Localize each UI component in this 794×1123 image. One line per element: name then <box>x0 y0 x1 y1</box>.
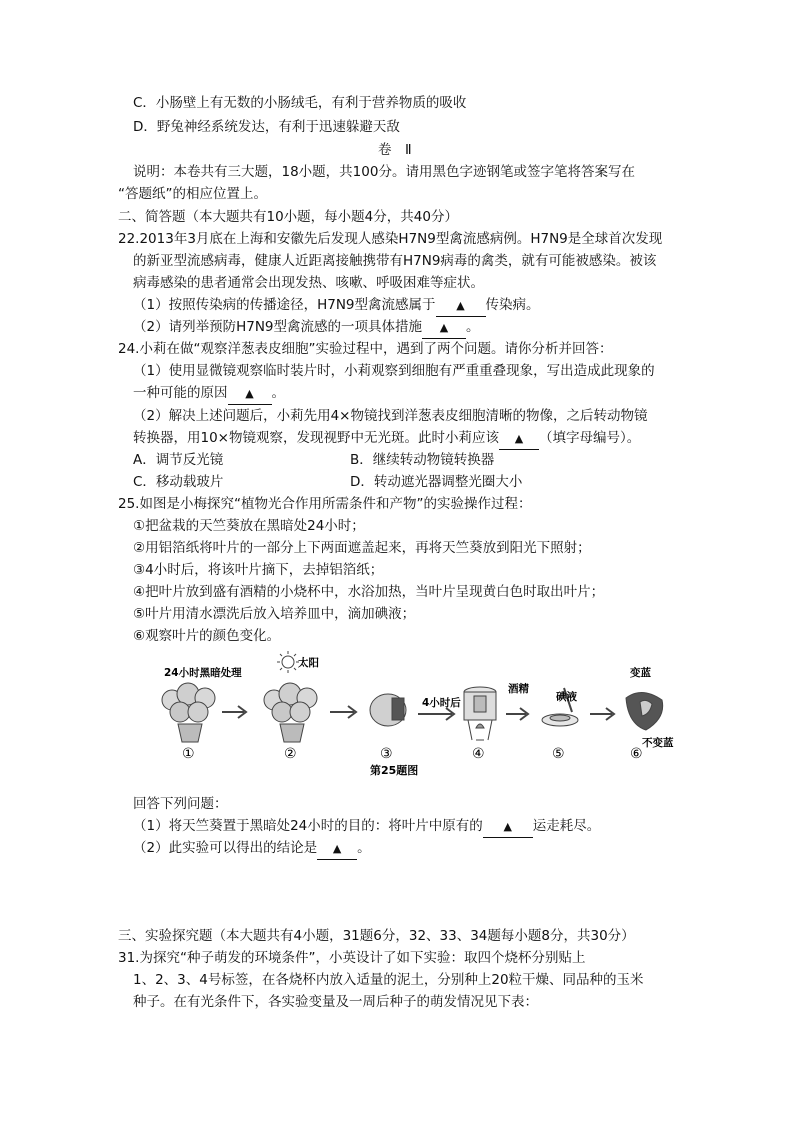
plant-1-illustration <box>162 683 215 742</box>
q22-sub-2 <box>133 317 480 339</box>
q25-step-2: ②用铝箔纸将叶片的一部分上下两面遮盖起来，再将天竺葵放到阳光下照射； <box>133 540 591 556</box>
step-number-2: ② <box>284 746 297 762</box>
triangle-icon: ▲ <box>456 299 465 312</box>
water-bath-illustration <box>464 687 496 740</box>
step-number-4: ④ <box>472 746 485 762</box>
q24-line-3-text: 一种可能的原因 <box>133 385 228 401</box>
section-title: 卷 Ⅱ <box>378 142 412 158</box>
hours-label: 4小时后 <box>422 697 461 709</box>
instructions-line-2: “答题纸”的相应位置上。 <box>118 186 267 202</box>
answer-blank <box>499 428 539 450</box>
iodine-label: 碘液 <box>556 691 577 703</box>
q24-line-1: 24.小莉在做“观察洋葱表皮细胞”实验过程中，遇到了两个问题。请你分析并回答： <box>118 341 613 357</box>
leaf-illustration <box>370 694 406 726</box>
q31-line-3: 种子。在有光条件下，各实验变量及一周后种子的萌发情况见下表： <box>133 994 538 1010</box>
q22-line-3: 病毒感染的患者通常会出现发热、咳嗽、呼吸困难等症状。 <box>133 275 484 291</box>
sun-icon <box>277 651 299 673</box>
q25-answer-1 <box>133 816 600 838</box>
alcohol-label: 酒精 <box>508 683 529 695</box>
q25-answer-2-end: 。 <box>357 840 371 856</box>
step-number-6: ⑥ <box>630 746 643 762</box>
arrow-icon <box>590 708 614 720</box>
blue-label: 变蓝 <box>630 667 651 679</box>
q24-option-d: D．转动遮光器调整光圈大小 <box>350 474 523 490</box>
q25-answer-2-text: （2）此实验可以得出的结论是 <box>133 840 318 856</box>
q22-sub-1-end: 传染病。 <box>485 297 540 313</box>
dark-treatment-label: 24小时黑暗处理 <box>164 667 242 679</box>
q25-step-6: ⑥观察叶片的颜色变化。 <box>133 628 281 644</box>
answer-blank <box>317 838 357 860</box>
q25-line-1: 25.如图是小梅探究“植物光合作用所需条件和产物”的实验操作过程： <box>118 496 532 512</box>
q31-line-1: 31.为探究“种子萌发的环境条件”，小英设计了如下实验：取四个烧杯分别贴上 <box>118 950 586 966</box>
q24-line-4: （2）解决上述问题后，小莉先用4×物镜找到洋葱表皮细胞清晰的物像，之后转动物镜 <box>133 408 648 424</box>
q24-line-5-end: （填字母编号）。 <box>539 430 641 446</box>
answer-blank <box>483 816 533 838</box>
q25-step-4: ④把叶片放到盛有酒精的小烧杯中，水浴加热，当叶片呈现黄白色时取出叶片； <box>133 584 605 600</box>
figure-caption: 第25题图 <box>370 764 419 777</box>
q25-step-1: ①把盆栽的天竺葵放在黑暗处24小时； <box>133 518 365 534</box>
answer-blank <box>422 317 466 339</box>
option-d: D．野兔神经系统发达，有利于迅速躲避天敌 <box>133 119 400 135</box>
q24-line-3-end: 。 <box>271 385 285 401</box>
q22-line-2: 的新亚型流感病毒，健康人近距离接触携带有H7N9病毒的禽类，就有可能被感染。被该 <box>133 253 657 269</box>
arrow-icon <box>506 708 528 720</box>
triangle-icon: ▲ <box>439 321 449 334</box>
q24-line-5-text: 转换器，用10×物镜观察，发现视野中无光斑。此时小莉应该 <box>133 430 499 446</box>
q25-answer-1-text: （1）将天竺葵置于黑暗处24小时的目的：将叶片中原有的 <box>133 818 483 834</box>
q25-answer-2 <box>133 838 371 860</box>
triangle-icon: ▲ <box>503 820 513 833</box>
not-blue-label: 不变蓝 <box>642 737 674 749</box>
q25-answer-intro: 回答下列问题： <box>133 796 228 812</box>
q31-line-2: 1、2、3、4号标签，在各烧杯内放入适量的泥土，分别种上20粒干燥、同品种的玉米 <box>133 972 644 988</box>
q24-option-c: C．移动载玻片 <box>133 474 224 490</box>
instructions-line-1: 说明：本卷共有三大题，18小题，共100分。请用黑色字迹钢笔或签字笔将答案写在 <box>133 164 635 180</box>
result-leaf-illustration <box>626 692 663 730</box>
q22-sub-2-text: （2）请列举预防H7N9型禽流感的一项具体措施 <box>133 319 423 335</box>
sun-label: 太阳 <box>298 657 319 669</box>
plant-2-illustration <box>264 683 317 742</box>
triangle-icon: ▲ <box>514 432 524 445</box>
arrow-icon <box>222 706 246 718</box>
q25-step-5: ⑤叶片用清水漂洗后放入培养皿中，滴加碘液； <box>133 606 416 622</box>
q25-answer-1-end: 运走耗尽。 <box>532 818 601 834</box>
q22-sub-1-text: （1）按照传染病的传播途径，H7N9型禽流感属于 <box>133 297 436 313</box>
experiment-figure <box>150 648 674 778</box>
triangle-icon: ▲ <box>332 842 342 855</box>
arrow-icon <box>330 706 356 718</box>
step-number-1: ① <box>182 746 195 762</box>
answer-blank <box>436 295 486 317</box>
q22-sub-2-end: 。 <box>466 319 480 335</box>
q24-option-a: A．调节反光镜 <box>133 452 224 468</box>
part3-title: 三、实验探究题（本大题共有4小题，31题6分，32、33、34题每小题8分，共30分） <box>118 928 635 944</box>
q24-option-b: B．继续转动物镜转换器 <box>350 452 495 468</box>
q22-sub-1 <box>133 295 540 317</box>
answer-blank <box>228 383 272 405</box>
step-number-3: ③ <box>380 746 393 762</box>
part2-title: 二、简答题（本大题共有10小题，每小题4分，共40分） <box>118 209 458 225</box>
arrow-icon <box>418 708 454 720</box>
option-c: C．小肠壁上有无数的小肠绒毛，有利于营养物质的吸收 <box>133 95 467 111</box>
q25-step-3: ③4小时后，将该叶片摘下，去掉铝箔纸； <box>133 562 384 578</box>
q24-line-2: （1）使用显微镜观察临时装片时，小莉观察到细胞有严重重叠现象，写出造成此现象的 <box>133 363 655 379</box>
q24-line-3 <box>133 383 285 405</box>
step-number-5: ⑤ <box>552 746 565 762</box>
q22-line-1: 22.2013年3月底在上海和安徽先后发现人感染H7N9型禽流感病例。H7N9是全球首次发现 <box>118 231 663 247</box>
triangle-icon: ▲ <box>245 387 254 400</box>
q24-line-5 <box>133 428 640 450</box>
